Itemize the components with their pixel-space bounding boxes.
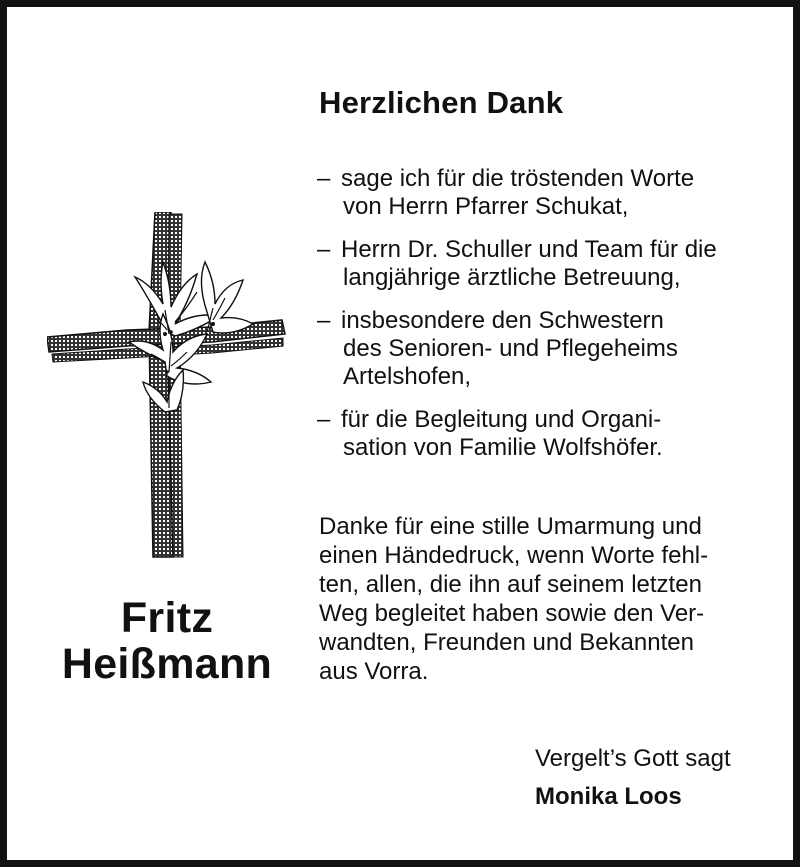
list-item-line: für die Begleitung und Organi- xyxy=(341,406,662,433)
deceased-first-name: Fritz xyxy=(120,594,214,642)
closing-line: einen Händedruck, wenn Worte fehl- xyxy=(319,542,709,569)
list-item-line: Herrn Dr. Schuller und Team für die xyxy=(341,236,717,263)
list-dash: – xyxy=(317,165,331,192)
deceased-last-name: Heißmann xyxy=(61,640,273,688)
deceased-name xyxy=(37,595,297,687)
closing-line: wandten, Freunden und Bekannten xyxy=(319,629,694,656)
list-item xyxy=(317,307,787,391)
cross-with-lilies-icon xyxy=(47,212,287,562)
list-dash: – xyxy=(317,307,331,334)
signature-text: Vergelt’s Gott sagt xyxy=(535,745,731,772)
list-item-line: Artelshofen, xyxy=(343,363,472,390)
closing-line: ten, allen, die ihn auf seinem letzten xyxy=(319,571,702,598)
list-dash: – xyxy=(317,406,331,433)
list-item-line: sage ich für die tröstenden Worte xyxy=(341,165,695,192)
signature-name: Monika Loos xyxy=(535,783,682,810)
closing-line: Weg begleitet haben sowie den Ver- xyxy=(319,600,705,627)
list-item xyxy=(317,165,787,221)
list-item xyxy=(317,236,787,292)
list-item xyxy=(317,406,787,462)
closing-line: aus Vorra. xyxy=(319,658,429,685)
list-dash: – xyxy=(317,236,331,263)
closing-paragraph xyxy=(319,512,789,686)
thanks-list xyxy=(317,165,787,477)
page-title: Herzlichen Dank xyxy=(319,85,564,120)
signature-block xyxy=(535,745,731,811)
list-item-line: des Senioren- und Pflegeheims xyxy=(343,335,678,362)
list-item-line: insbesondere den Schwestern xyxy=(341,307,664,334)
list-item-line: langjährige ärztliche Betreuung, xyxy=(343,264,681,291)
closing-line: Danke für eine stille Umarmung und xyxy=(319,513,702,540)
list-item-line: von Herrn Pfarrer Schukat, xyxy=(343,193,629,220)
list-item-line: sation von Familie Wolfshöfer. xyxy=(343,434,663,461)
